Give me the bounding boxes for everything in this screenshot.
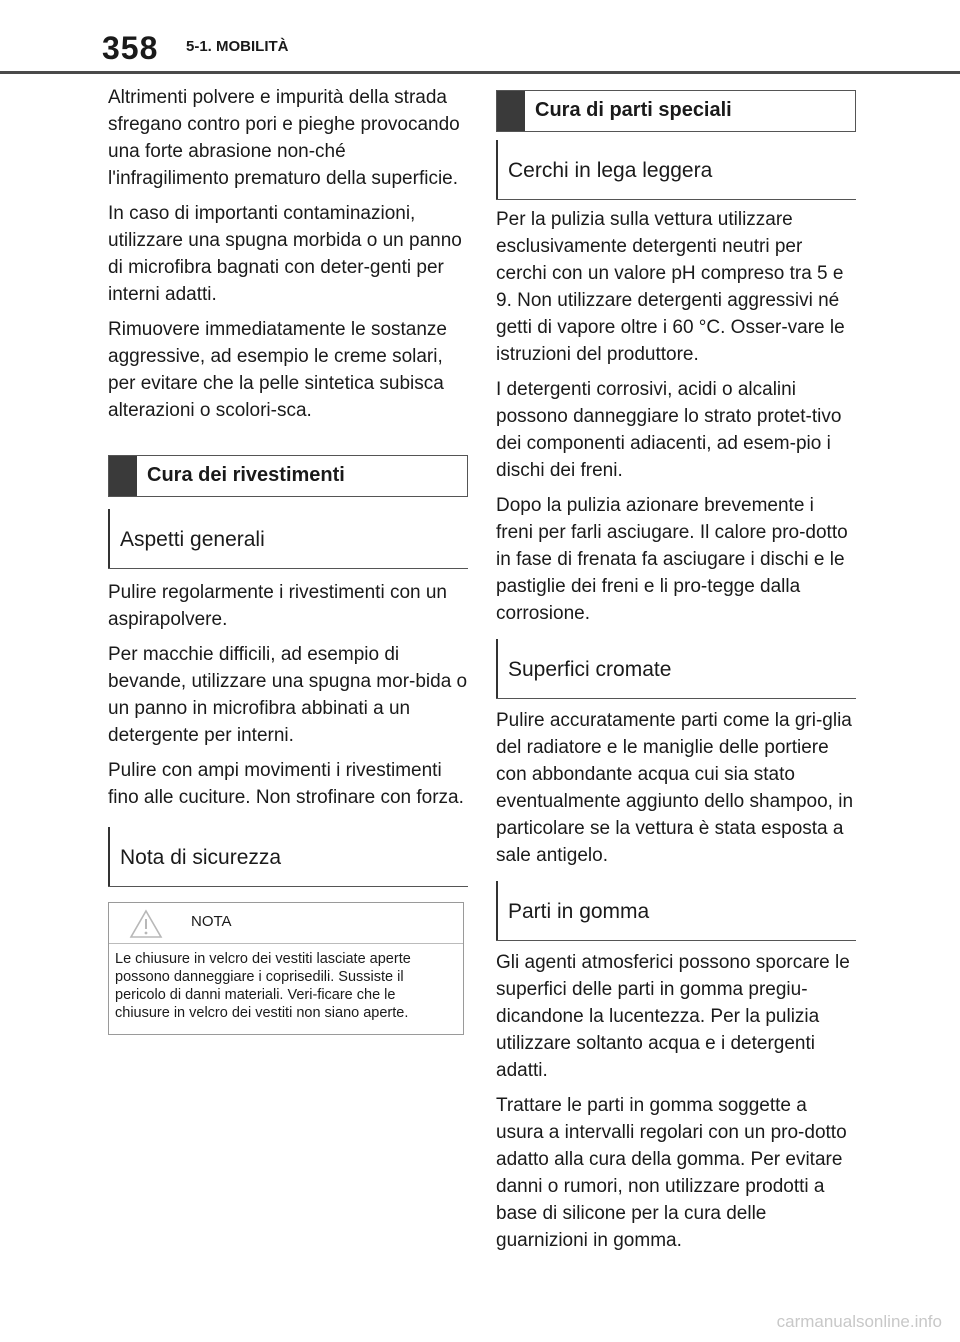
left-column: [108, 84, 468, 1035]
page-number: 358: [102, 30, 159, 66]
paragraph: Gli agenti atmosferici possono sporcare le superfici delle parti in gomma pregiu-dicandone la lucentezza. Per la pulizia utilizzare soltanto acqua e i detergenti adatti.: [496, 952, 850, 1081]
paragraph: Dopo la pulizia azionare brevemente i freni per farli asciugare. Il calore pro-dotto in fase di frenata fa asciugare i dischi e le pastiglie dei freni e li pro-tegge dalla corrosione.: [496, 495, 848, 624]
subheading-nota-sicurezza: [108, 827, 468, 887]
subheading-aspetti-generali: [108, 509, 468, 569]
subheading-label: Parti in gomma: [508, 900, 650, 923]
paragraph: I detergenti corrosivi, acidi o alcalini possono danneggiare lo strato protet-tivo dei componenti adiacenti, ad esem-pio i dischi dei freni.: [496, 379, 842, 481]
warning-triangle-icon: [129, 909, 163, 939]
right-column: [496, 90, 856, 1262]
subheading-label: Nota di sicurezza: [120, 846, 282, 869]
subheading-label: Cerchi in lega leggera: [508, 159, 713, 182]
paragraph: Pulire accuratamente parti come la gri-glia del radiatore e le maniglie delle portiere con abbondante acqua cui sia stato eventualmente aggiunto dello shampoo, in particolare se la vettura è stata esposta a sale antigelo.: [496, 710, 854, 866]
paragraph: Pulire regolarmente i rivestimenti con un aspirapolvere.: [108, 582, 447, 630]
paragraph: Per macchie difficili, ad esempio di bevande, utilizzare una spugna mor-bida o un panno in microfibra abbinati a un detergente per interni.: [108, 644, 468, 746]
subheading-cerchi-lega: [496, 140, 856, 200]
subheading-label: Superfici cromate: [508, 658, 672, 681]
paragraph: Rimuovere immediatamente le sostanze aggressive, ad esempio le creme solari, per evitare che la pelle sintetica subisca alterazioni o scolori-sca.: [108, 319, 447, 421]
heading-cura-rivestimenti: [108, 455, 468, 497]
section-title: 5-1. MOBILITÀ: [186, 38, 289, 55]
paragraph: Trattare le parti in gomma soggette a usura a intervalli regolari con un pro-dotto adatto alla cura della gomma. Per evitare danni o rumori, non utilizzare prodotti a base di silicone per la cura delle guarnizioni in gomma.: [496, 1095, 847, 1251]
paragraph: Pulire con ampi movimenti i rivestimenti fino alle cuciture. Non strofinare con forza.: [108, 760, 464, 808]
heading-bar: [497, 91, 525, 131]
heading-cura-parti-speciali: [496, 90, 856, 132]
note-title: NOTA: [191, 913, 232, 930]
heading-bar: [109, 456, 137, 496]
heading-label: Cura dei rivestimenti: [147, 464, 345, 486]
note-box: [108, 902, 464, 1035]
subheading-parti-gomma: [496, 881, 856, 941]
subheading-superfici-cromate: [496, 639, 856, 699]
header-rule: [0, 71, 960, 74]
note-text: Le chiusure in velcro dei vestiti lasciate aperte possono danneggiare i coprisedili. Sussiste il pericolo di danni materiali. Veri-ficare che le chiusure in velcro dei vestiti non siano aperte.: [115, 951, 411, 1021]
watermark: carmanualsonline.info: [776, 1312, 942, 1331]
note-header: [109, 903, 463, 944]
paragraph: Per la pulizia sulla vettura utilizzare esclusivamente detergenti neutri per cerchi con un valore pH compreso tra 5 e 9. Non utilizzare detergenti aggressivi né getti di vapore oltre i 60 °C. Osser-vare le istruzioni del produttore.: [496, 209, 845, 365]
heading-label: Cura di parti speciali: [535, 99, 732, 121]
subheading-label: Aspetti generali: [120, 528, 265, 551]
paragraph: In caso di importanti contaminazioni, utilizzare una spugna morbida o un panno di microfibra bagnati con deter-genti per interni adatti.: [108, 203, 462, 305]
paragraph: Altrimenti polvere e impurità della strada sfregano contro pori e pieghe provocando una forte abrasione non-ché l'infragilimento prematuro della superficie.: [108, 87, 460, 189]
